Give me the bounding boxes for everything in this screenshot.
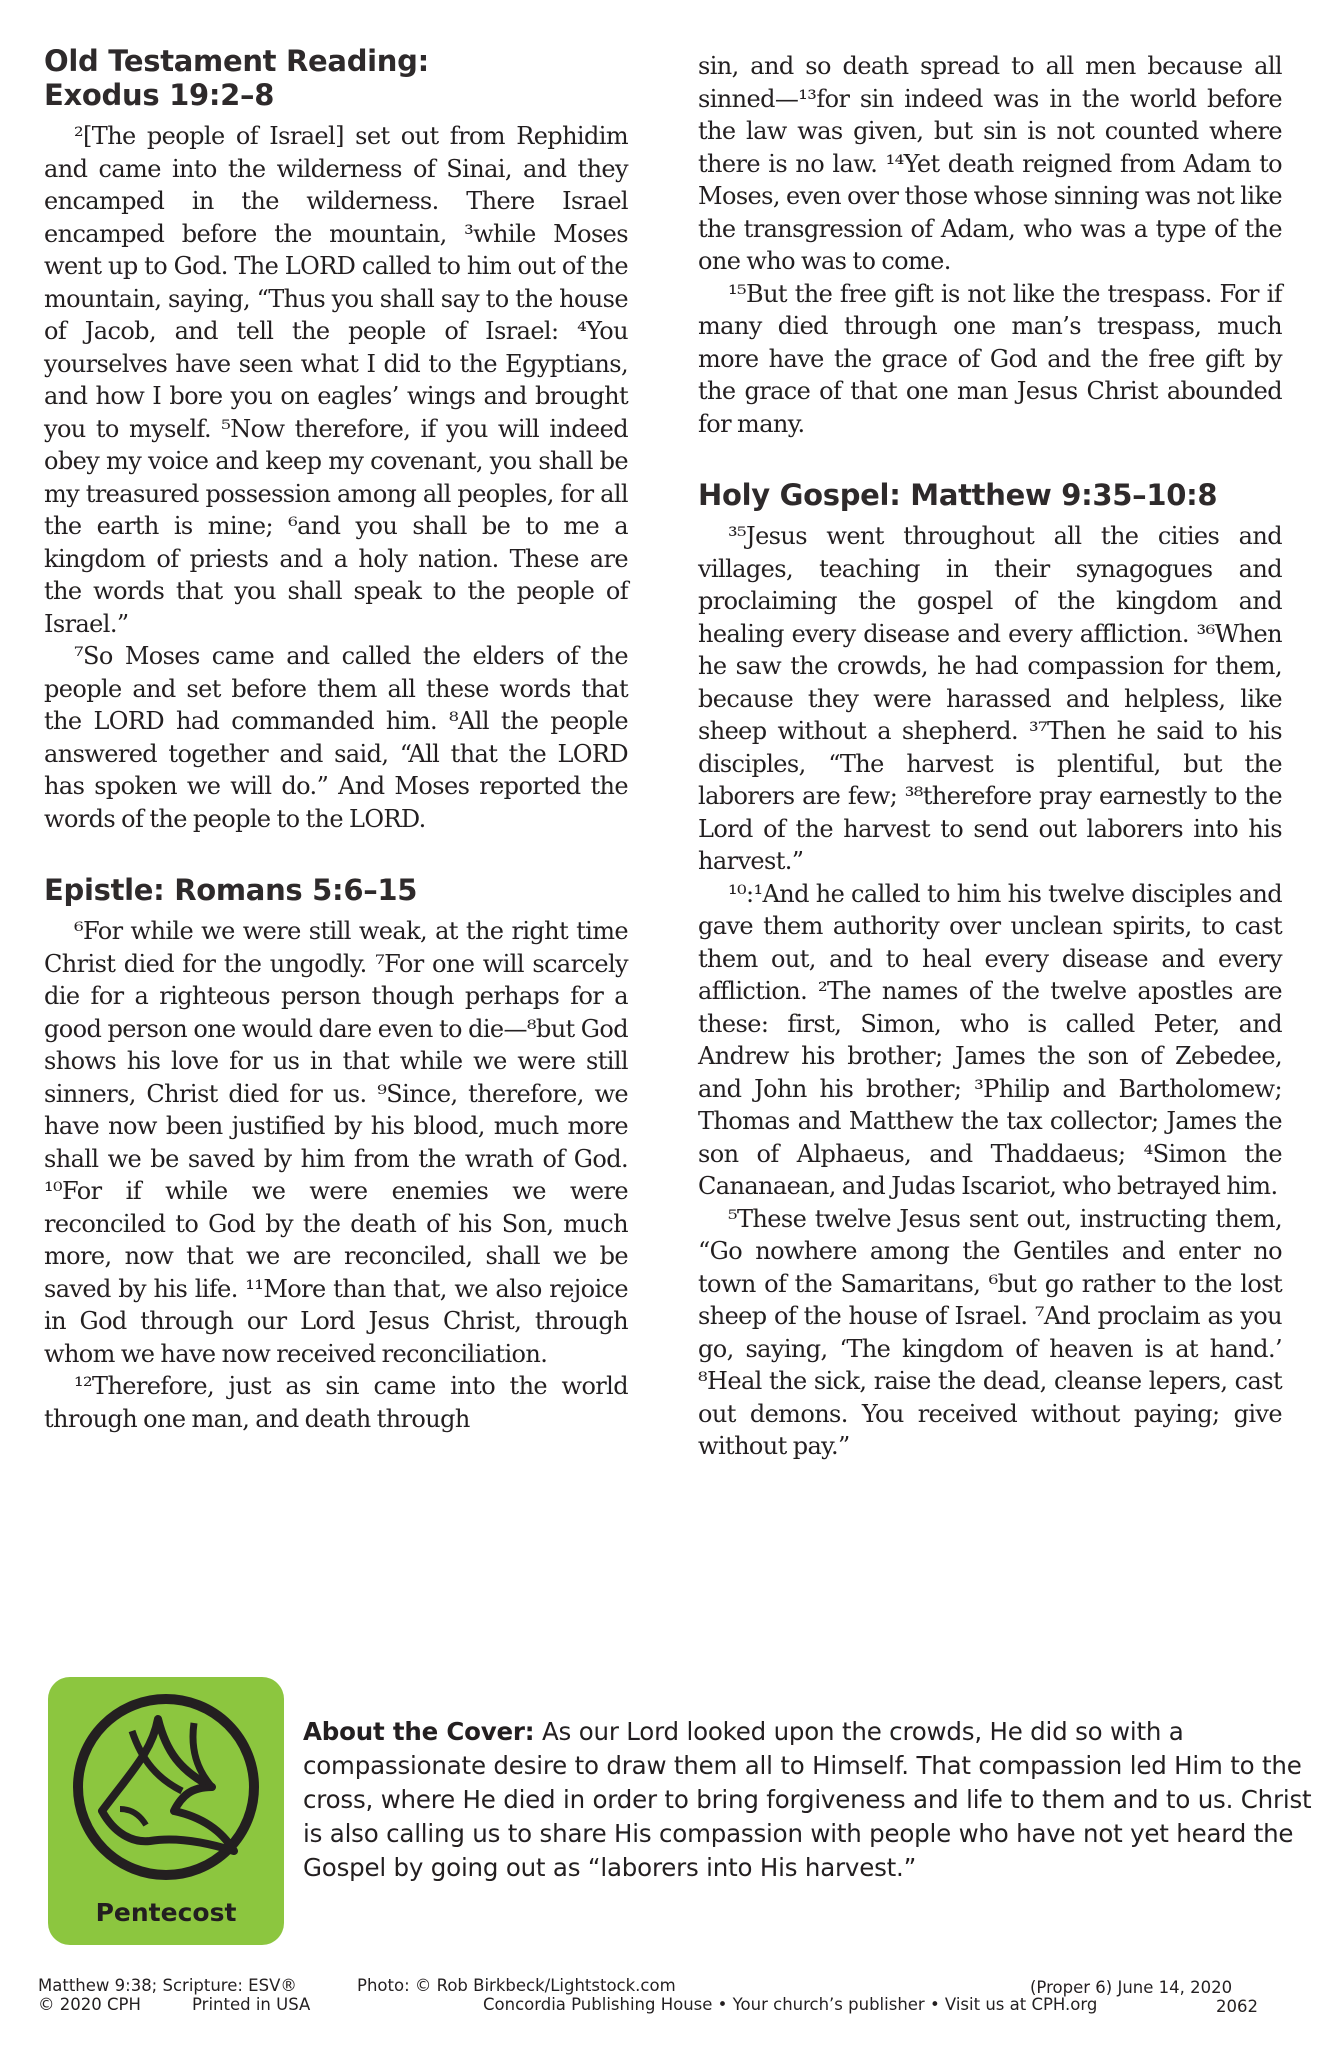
left-column [44, 44, 628, 1473]
old-testament-heading [44, 44, 628, 112]
epistle-paragraph: ¹²Therefore, just as sin came into the world through one man, and death through [44, 1372, 628, 1433]
footer-scripture-ref: Matthew 9:38; Scripture: ESV® [38, 1976, 297, 1995]
epistle-heading: Epistle: Romans 5:6–15 [44, 873, 418, 907]
gospel-heading: Holy Gospel: Matthew 9:35–10:8 [698, 478, 1218, 512]
old-testament-reading [44, 44, 628, 835]
old-testament-heading-line2: Exodus 19:2–8 [44, 78, 275, 112]
gospel-paragraph: ³⁵Jesus went throughout all the cities and villages, teaching in their synagogues and proclaiming the gospel of the kingdom and healing every disease and every affliction. ³⁶When he saw the crowds, he had compassion for them, because they were harassed and helpless, like sheep without a shepherd. ³⁷Then he said to his disciples, “The harvest is plentiful, but the laborers are few; ³⁸therefore pray earnestly to the Lord of the harvest to send out laborers into his harvest.” [698, 522, 1282, 875]
about-cover-body: As our Lord looked upon the crowds, He did so with a compassionate desire to draw them all to Himself. That compassion led Him to the cross, where He died in order to bring forgiveness and life to them and to us. Christ is also calling us to share His compassion with people who have not yet heard the Gospel by going out as “laborers into His harvest.” [303, 1717, 1312, 1882]
footer-date: (Proper 6) June 14, 2020 [1030, 1978, 1233, 1997]
footer-printed: Printed in USA [192, 1995, 311, 2014]
about-the-cover [48, 1677, 1312, 1945]
footer-publisher: Concordia Publishing House • Your church’s publisher • Visit us at CPH.org [483, 1995, 1098, 2014]
about-cover-text [303, 1715, 1323, 1885]
footer-photo-credit: Photo: © Rob Birkbeck/Lightstock.com [357, 1976, 676, 1995]
gospel-reading [698, 478, 1282, 1463]
dove-icon [62, 1691, 270, 1881]
epistle-paragraph: ⁶For while we were still weak, at the right time Christ died for the ungodly. ⁷For one will scarcely die for a righteous person though perhaps for a good person one would dare even to die—⁸but God shows his love for us in that while we were still sinners, Christ died for us. ⁹Since, therefore, we have now been justified by his blood, much more shall we be saved by him from the wrath of God. ¹⁰For if while we were enemies we were reconciled to God by the death of his Son, much more, now that we are reconciled, shall we be saved by his life. ¹¹More than that, we also rejoice in God through our Lord Jesus Christ, through whom we have now received reconciliation. [44, 917, 628, 1368]
gospel-paragraph: ¹⁰:¹And he called to him his twelve disciples and gave them authority over unclean spirits, to cast them out, and to heal every disease and every affliction. ²The names of the twelve apostles are these: first, Simon, who is called Peter, and Andrew his brother; James the son of Zebedee, and John his brother; ³Philip and Bartholomew; Thomas and Matthew the tax collector; James the son of Alphaeus, and Thaddaeus; ⁴Simon the Cananaean, and Judas Iscariot, who betrayed him. [698, 879, 1282, 1200]
old-testament-paragraph: ²[The people of Israel] set out from Rephidim and came into the wilderness of Sinai, and they encamped in the wilderness. There Israel encamped before the mountain, ³while Moses went up to God. The LORD called to him out of the mountain, saying, “Thus you shall say to the house of Jacob, and tell the people of Israel: ⁴You yourselves have seen what I did to the Egyptians, and how I bore you on eagles’ wings and brought you to myself. ⁵Now therefore, if you will indeed obey my voice and keep my covenant, you shall be my treasured possession among all peoples, for all the earth is mine; ⁶and you shall be to me a kingdom of priests and a holy nation. These are the words that you shall speak to the people of Israel.” [44, 122, 628, 638]
epistle-reading [44, 873, 628, 1435]
footer [0, 1975, 1326, 2035]
pentecost-season-badge [48, 1677, 284, 1945]
footer-copyright: © 2020 CPH [38, 1995, 141, 2014]
epistle-paragraph: ¹⁵But the free gift is not like the trespass. For if many died through one man’s trespass, much more have the grace of God and the free gift by the grace of that one man Jesus Christ abounded for many. [698, 279, 1282, 438]
season-label: Pentecost [95, 1898, 237, 1927]
gospel-paragraph: ⁵These twelve Jesus sent out, instructing them, “Go nowhere among the Gentiles and enter no town of the Samaritans, ⁶but go rather to the lost sheep of the house of Israel. ⁷And proclaim as you go, saying, ‘The kingdom of heaven is at hand.’ ⁸Heal the sick, raise the dead, cleanse lepers, cast out demons. You received without paying; give without pay.” [698, 1204, 1282, 1460]
about-cover-title: About the Cover: [303, 1717, 535, 1746]
old-testament-paragraph: ⁷So Moses came and called the elders of the people and set before them all these words that the LORD had commanded him. ⁸All the people answered together and said, “All that the LORD has spoken we will do.” And Moses reported the words of the people to the LORD. [44, 642, 628, 833]
footer-code: 2062 [1216, 1997, 1258, 2016]
epistle-continuation [698, 50, 1282, 440]
right-column [698, 50, 1282, 1501]
old-testament-heading-line1: Old Testament Reading: [44, 44, 429, 78]
epistle-paragraph: sin, and so death spread to all men because all sinned—¹³for sin indeed was in the world before the law was given, but sin is not counted where there is no law. ¹⁴Yet death reigned from Adam to Moses, even over those whose sinning was not like the transgression of Adam, who was a type of the one who was to come. [698, 52, 1282, 275]
